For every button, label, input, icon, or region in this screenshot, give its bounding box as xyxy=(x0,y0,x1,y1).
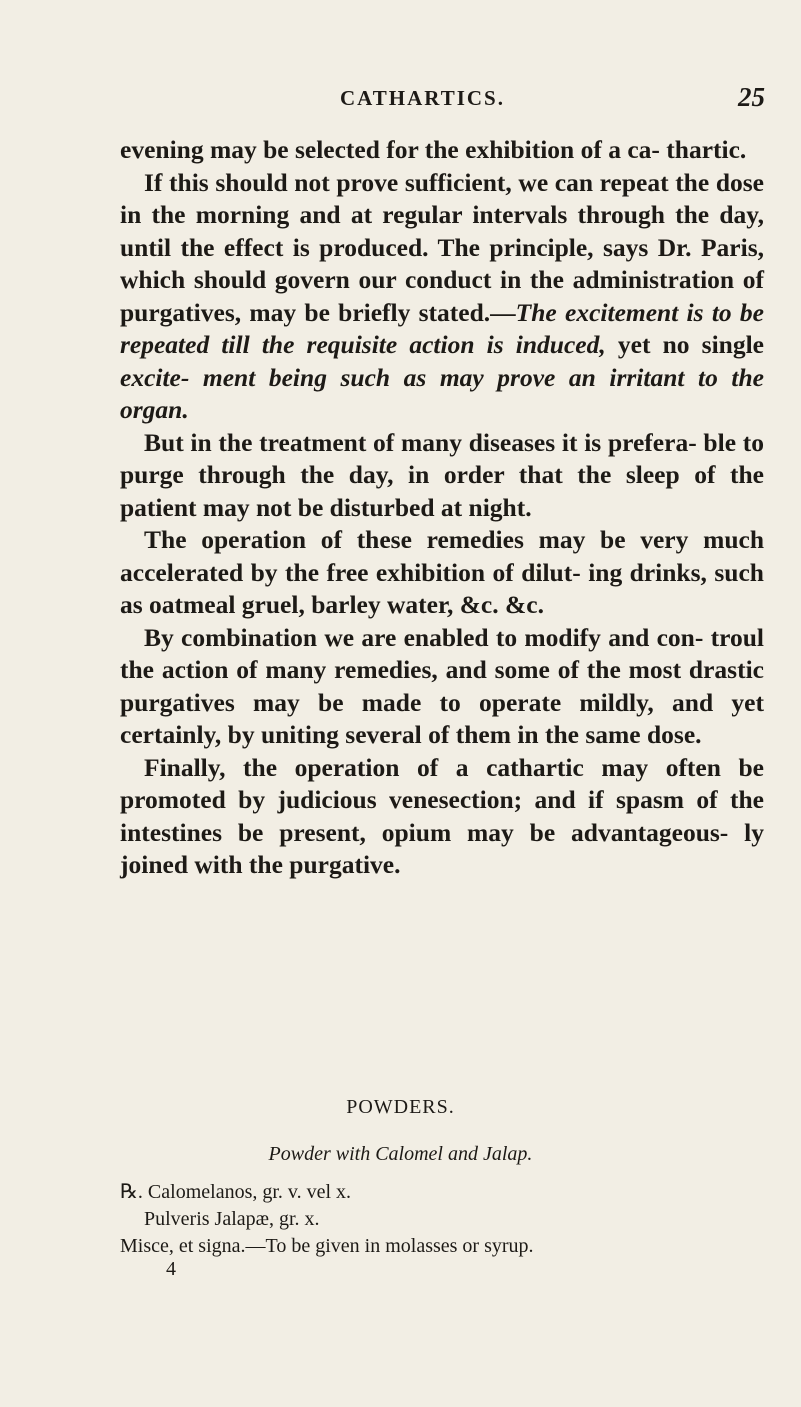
paragraph-2-emphasis-a: The excitement is to be repeated till the requisite action is induced, xyxy=(120,297,764,359)
body-text xyxy=(120,134,764,882)
paragraph-2 xyxy=(120,167,764,427)
prescription xyxy=(120,1179,780,1260)
paragraph-5: By combination we are enabled to modify and con- troul the action of many remedies, and some of the most drastic purgatives may be made to operate mildly, and yet certainly, by uniting several of them in the same dose. xyxy=(120,622,764,749)
prescription-line: Misce, et signa.—To be given in molasses or syrup. xyxy=(120,1235,534,1257)
page-number: 25 xyxy=(738,82,765,112)
paragraph-4: The operation of these remedies may be very much accelerated by the free exhibition of dilut- ing drinks, such as oatmeal gruel, barley water, &c. &c. xyxy=(120,525,764,619)
signature-mark: 4 xyxy=(166,1258,176,1280)
section-title: POWDERS. xyxy=(346,1096,455,1118)
paragraph-1: evening may be selected for the exhibition of a ca- thartic. xyxy=(120,135,747,164)
prescription-line: ℞. Calomelanos, gr. v. vel x. xyxy=(120,1181,352,1203)
paragraph-3: But in the treatment of many diseases it is prefera- ble to purge through the day, in order that the sleep of the patient may not be disturbed at night. xyxy=(120,427,764,522)
paragraph-2-text-b: yet no single xyxy=(605,330,764,359)
paragraph-6: Finally, the operation of a cathartic may often be promoted by judicious venesection; and if spasm of the intestines be present, opium may be advantageous- ly joined with the purgative. xyxy=(120,752,764,879)
prescription-line: Pulveris Jalapæ, gr. x. xyxy=(144,1208,320,1230)
paragraph-2-emphasis-b: excite- ment being such as may prove an irritant to the organ. xyxy=(120,362,764,424)
paragraph-2-text-a: If this should not prove sufficient, we can repeat the dose in the morning and at regular intervals through the day, until the effect is produced. The principle, says Dr. Paris, which should govern our conduct in the administration of purgatives, may be briefly stated.— xyxy=(120,167,764,327)
running-head: CATHARTICS. xyxy=(340,86,505,110)
page-header xyxy=(120,82,765,116)
recipe-title: Powder with Calomel and Jalap. xyxy=(268,1143,533,1165)
